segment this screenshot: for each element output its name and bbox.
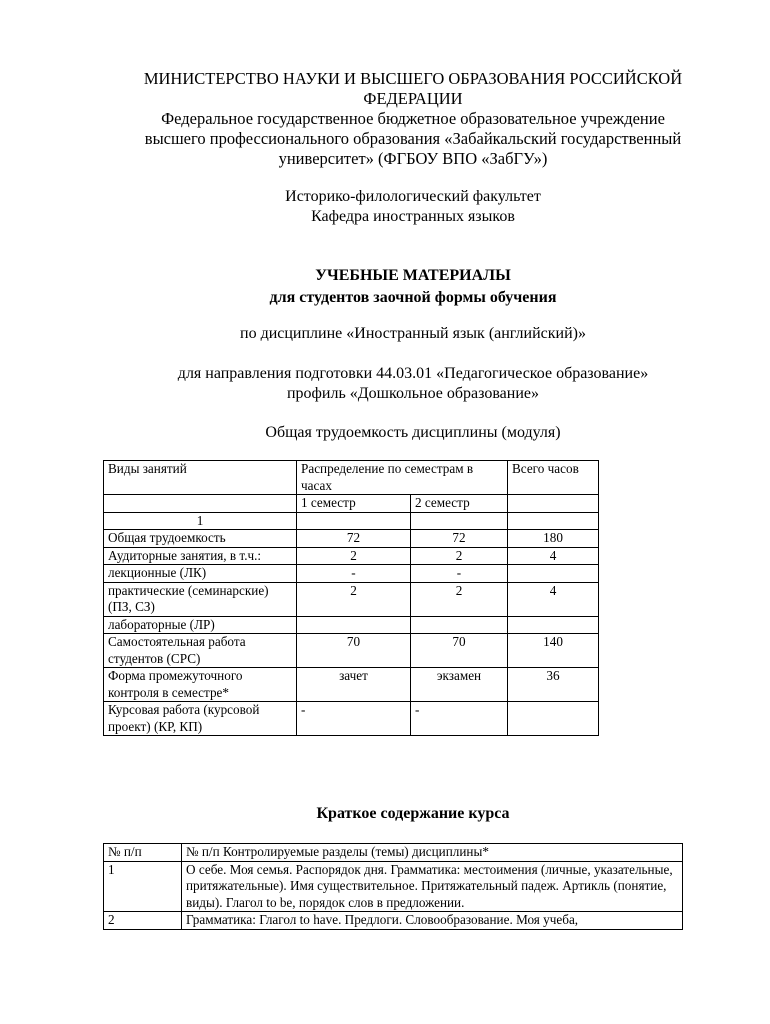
table-row [104,512,599,530]
table-header-row [104,461,599,495]
table-row: практические (семинарские) (ПЗ, СЗ) 2 2 4 [104,582,599,616]
table-row: Общая трудоемкость 72 72 180 [104,530,599,548]
table-row: Курсовая работа (курсовой проект) (КР, КП) - - [104,702,599,736]
faculty-name: Историко-филологический факультет [285,188,541,205]
table-header-row [104,844,683,862]
table-row: Самостоятельная работа студентов (СРС) 70 70 140 [104,634,599,668]
title-sub: для студентов заочной формы обучения [269,289,557,306]
ministry-name: МИНИСТЕРСТВО НАУКИ И ВЫСШЕГО ОБРАЗОВАНИЯ РОССИЙСКОЙ ФЕДЕРАЦИИ [143,69,683,108]
discipline-line: по дисциплине «Иностранный язык (английский)» [240,325,586,342]
direction-line-2: профиль «Дошкольное образование» [286,385,540,402]
direction-line-1: для направления подготовки 44.03.01 «Педагогическое образование» [177,365,649,382]
summary-title: Краткое содержание курса [316,805,510,822]
header-sem2: 2 семестр [411,495,508,513]
table-row: 2 Грамматика: Глагол to have. Предлоги. Словообразование. Моя учеба, [104,912,683,930]
faculty-block [100,187,726,227]
direction-block [100,364,726,404]
institution-line-1: Федеральное государственное бюджетное образовательное учреждение [161,109,665,128]
table-row: Аудиторные занятия, в т.ч.: 2 2 4 [104,547,599,565]
header-types: Виды занятий [104,461,297,495]
header-distribution: Распределение по семестрам в часах [297,461,508,495]
header-total: Всего часов [508,461,599,495]
institution-line-2: высшего профессионального образования «Забайкальский государственный [144,129,682,148]
document-title [100,265,726,309]
table-row: лекционные (ЛК) - - [104,565,599,583]
department-name: Кафедра иностранных языков [311,208,515,225]
index-cell: 1 [104,512,297,530]
workload-table [103,460,599,736]
table-row: Форма промежуточного контроля в семестре* зачет экзамен 36 [104,668,599,702]
institution-line-3: университет» (ФГБОУ ВПО «ЗабГУ») [278,149,548,168]
header-sections: № п/п Контролируемые разделы (темы) дисциплины* [182,844,683,862]
table-row: 1 О себе. Моя семья. Распорядок дня. Грамматика: местоимения (личные, указательные, притяжательные). Имя существительное. Притяжательный падеж. Артикль (понятие, виды). Глагол to be, порядок слов в предложении. [104,861,683,912]
header-sem1: 1 семестр [297,495,411,513]
table-semester-row [104,495,599,513]
labor-intensity-title: Общая трудоемкость дисциплины (модуля) [265,424,561,441]
ministry-header [100,69,726,169]
table-row: лабораторные (ЛР) [104,616,599,634]
header-index [104,495,297,513]
title-main: УЧЕБНЫЕ МАТЕРИАЛЫ [315,267,511,284]
header-num: № п/п [104,844,182,862]
summary-table [103,843,683,930]
